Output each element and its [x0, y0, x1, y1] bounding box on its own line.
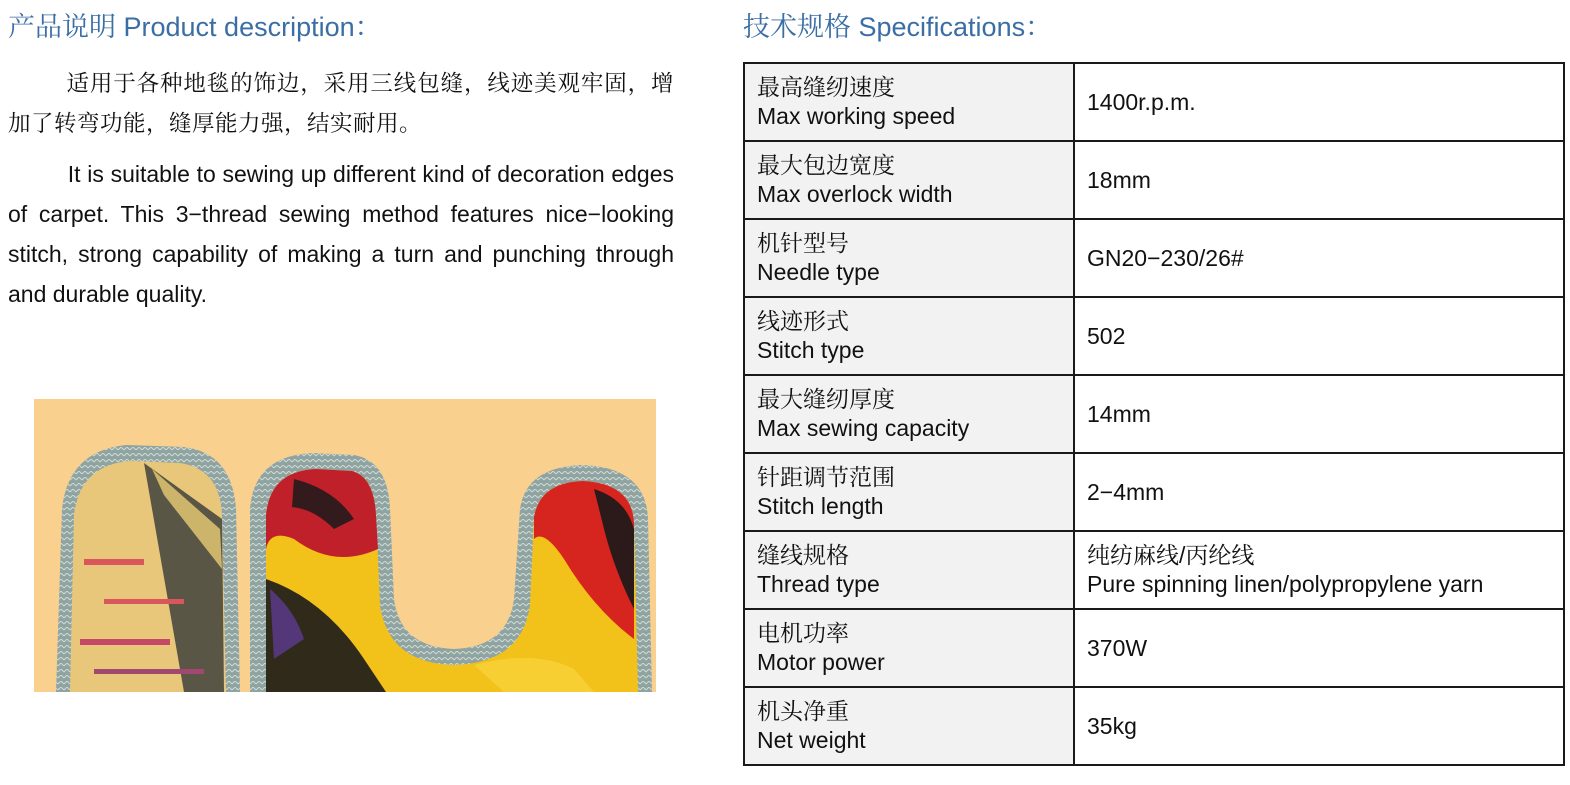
spec-label-en: Needle type: [757, 259, 880, 285]
spec-label: [744, 141, 1074, 219]
spec-label-cn: 最高缝纫速度: [757, 74, 895, 100]
specifications-title: 技术规格 Specifications：: [743, 12, 1053, 42]
spec-label: [744, 531, 1074, 609]
spec-label-en: Motor power: [757, 649, 885, 675]
table-row: [744, 297, 1564, 375]
table-row: [744, 375, 1564, 453]
table-row: [744, 531, 1564, 609]
spec-value: [1074, 531, 1564, 609]
description-chinese: 适用于各种地毯的饰边，采用三线包缝，线迹美观牢固，增加了转弯功能，缝厚能力强，结实耐用。: [8, 71, 674, 136]
spec-label-cn: 线迹形式: [757, 308, 849, 334]
spec-value: 370W: [1074, 609, 1564, 687]
spec-label-en: Thread type: [757, 571, 880, 597]
spec-label-en: Stitch type: [757, 337, 865, 363]
spec-label-en: Max overlock width: [757, 181, 953, 207]
spec-label-cn: 缝线规格: [757, 542, 849, 568]
spec-label: [744, 297, 1074, 375]
table-row: [744, 687, 1564, 765]
spec-value: 502: [1074, 297, 1564, 375]
spec-label: [744, 453, 1074, 531]
spec-value: 18mm: [1074, 141, 1564, 219]
table-row: [744, 453, 1564, 531]
product-description-section: [8, 10, 674, 314]
table-row: [744, 63, 1564, 141]
table-row: [744, 141, 1564, 219]
spec-value: 14mm: [1074, 375, 1564, 453]
spec-label: [744, 63, 1074, 141]
spec-label-cn: 最大包边宽度: [757, 152, 895, 178]
spec-label: [744, 687, 1074, 765]
spec-label-cn: 机头净重: [757, 698, 849, 724]
spec-label: [744, 375, 1074, 453]
carpet-edge-illustration: [34, 399, 656, 692]
spec-label-en: Max working speed: [757, 103, 956, 129]
description-english: It is suitable to sewing up different kind of decoration edges of carpet. This 3−thread sewing method features nice−looking stitch, strong capability of making a turn and punching through and durable quality.: [8, 161, 674, 307]
spec-label: [744, 609, 1074, 687]
spec-label-cn: 机针型号: [757, 230, 849, 256]
carpet-edge-photo: [34, 399, 656, 692]
spec-label-en: Stitch length: [757, 493, 884, 519]
table-row: [744, 219, 1564, 297]
spec-value: 1400r.p.m.: [1074, 63, 1564, 141]
specifications-table: [743, 62, 1565, 766]
spec-label-en: Net weight: [757, 727, 866, 753]
spec-value: 2−4mm: [1074, 453, 1564, 531]
spec-value: 35kg: [1074, 687, 1564, 765]
spec-label-cn: 电机功率: [757, 620, 849, 646]
spec-label-en: Max sewing capacity: [757, 415, 970, 441]
spec-label-cn: 最大缝纫厚度: [757, 386, 895, 412]
spec-value-cn: 纯纺麻线/丙纶线: [1087, 542, 1255, 568]
table-row: [744, 609, 1564, 687]
spec-label-cn: 针距调节范围: [757, 464, 895, 490]
product-description-title: 产品说明 Product description：: [8, 12, 382, 42]
spec-label: [744, 219, 1074, 297]
spec-value: GN20−230/26#: [1074, 219, 1564, 297]
spec-value-en: Pure spinning linen/polypropylene yarn: [1087, 571, 1484, 597]
specifications-section: [743, 10, 1565, 44]
